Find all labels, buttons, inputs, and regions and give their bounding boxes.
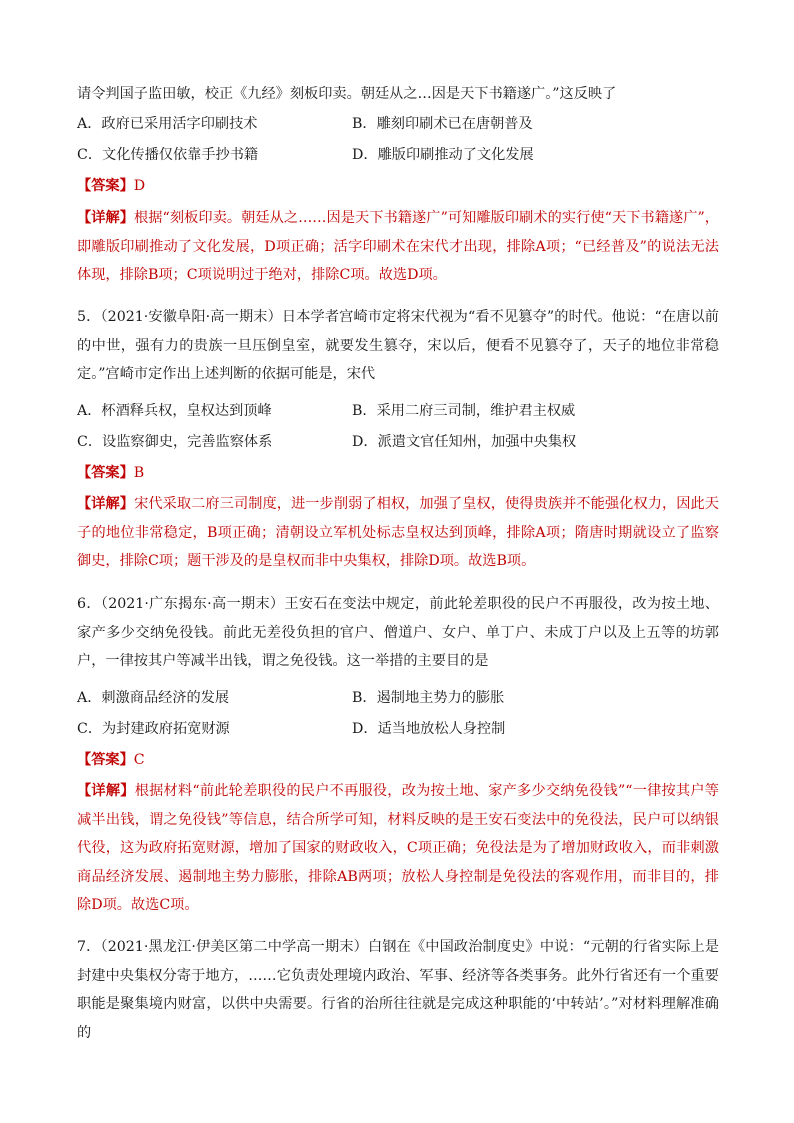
- detail-label: 【详解】: [77, 496, 135, 512]
- detail-label: 【详解】: [77, 210, 135, 226]
- answer-label: 【答案】: [77, 465, 134, 481]
- q4-stem-tail: 请令判国子监田敏，校正《九经》刻板印卖。朝廷从之…因是天下书籍遂广。”这反映了: [77, 86, 617, 102]
- answer-label: 【答案】: [77, 752, 134, 768]
- q6-option-d: D．适当地放松人身控制: [352, 721, 506, 737]
- q6-option-a: A．刺激商品经济的发展: [77, 690, 230, 706]
- answer-value: B: [133, 465, 145, 481]
- detail-quote: “一律按其户等减半出钱，谓之免役钱”: [77, 783, 719, 828]
- q4-answer: [77, 176, 145, 196]
- q7-stem: 7．（2021·黑龙江·伊美区第二中学高一期末）白钢在《中国政治制度史》中说：“元朝的行省实际上是封建中央集权分寄于地方，……它负责处理境内政治、军事、经济等各类事务。此外行省还有一个重要职能是聚集境内财富，以供中央需要。行省的治所往往就是完成这种职能的‘中转站’。”对材料理解准确的: [77, 939, 719, 1041]
- detail-text: 根据“刻板印卖。朝廷从之……因是天下书籍遂广”可知雕版印刷术的实行使“天下书籍遂广”，即雕版印刷推动了文化发展，D项正确；活字印刷术在宋代才出现，排除A项；“已经普及”的说法无法体现，排除B项；C项说明过于绝对，排除C项。故选D项。: [77, 210, 719, 283]
- q5-stem: 5．（2021·安徽阜阳·高一期末）日本学者宫崎市定将宋代视为“看不见篡夺”的时代。他说：“在唐以前的中世，强有力的贵族一旦压倒皇室，就要发生篡夺，宋以后，便看不见篡夺了，天子的地位非常稳定。”宫崎市定作出上述判断的依据可能是，宋代: [77, 309, 719, 382]
- q6-option-b: B．遏制地主势力的膨胀: [352, 690, 505, 706]
- detail-text-a: 根据材料“前此轮差职役的民户不再服役，改为按土地、家产多少交纳免役钱”: [134, 783, 626, 799]
- q5-answer: [77, 463, 144, 483]
- answer-label: 【答案】: [77, 178, 134, 194]
- q5-detail: [77, 490, 719, 576]
- detail-text-b: 等信息，结合所学可知，材料反映的是王安石变法中的免役法，民户可以纳银代役，这为政府拓宽财源，增加了国家的财政收入，C项正确；免役法是为了增加财政收入，而非刺激商品经济发展、遏制地主势力膨胀，排除AB两项；放松人身控制是免役法的客观作用，而非目的，排除D项。故选C项。: [77, 811, 719, 913]
- q4-option-c: C．文化传播仅依靠手抄书籍: [77, 147, 259, 163]
- q4-option-d: D．雕版印刷推动了文化发展: [352, 147, 534, 163]
- q4-detail: [77, 204, 719, 290]
- q4-option-b: B．雕刻印刷术已在唐朝普及: [352, 116, 533, 132]
- detail-text: 宋代采取二府三司制度，进一步削弱了相权，加强了皇权，使得贵族并不能强化权力，因此天子的地位非常稳定，B项正确；清朝设立军机处标志皇权达到顶峰，排除A项；隋唐时期就设立了监察御史，排除C项；题干涉及的是皇权而非中央集权，排除D项。故选B项。: [77, 496, 719, 569]
- q5-option-d: D．派遣文官任知州，加强中央集权: [352, 434, 577, 450]
- q6-detail: [77, 777, 719, 920]
- q5-option-c: C．设监察御史，完善监察体系: [77, 434, 273, 450]
- answer-value: D: [133, 178, 146, 194]
- answer-value: C: [133, 752, 145, 768]
- q6-option-c: C．为封建政府拓宽财源: [77, 721, 230, 737]
- q4-option-a: A．政府已采用活字印刷技术: [77, 116, 258, 132]
- detail-label: 【详解】: [77, 783, 135, 799]
- q5-option-b: B．采用二府三司制，维护君主权威: [352, 403, 576, 419]
- q5-option-a: A．杯酒释兵权，皇权达到顶峰: [77, 403, 272, 419]
- q6-stem: 6．（2021·广东揭东·高一期末）王安石在变法中规定，前此轮差职役的民户不再服役，改为按土地、家产多少交纳免役钱。前此无差役负担的官户、僧道户、女户、单丁户、未成丁户以及上五等的坊郭户，一律按其户等减半出钱，谓之免役钱。这一举措的主要目的是: [77, 596, 719, 669]
- q6-answer: [77, 750, 145, 770]
